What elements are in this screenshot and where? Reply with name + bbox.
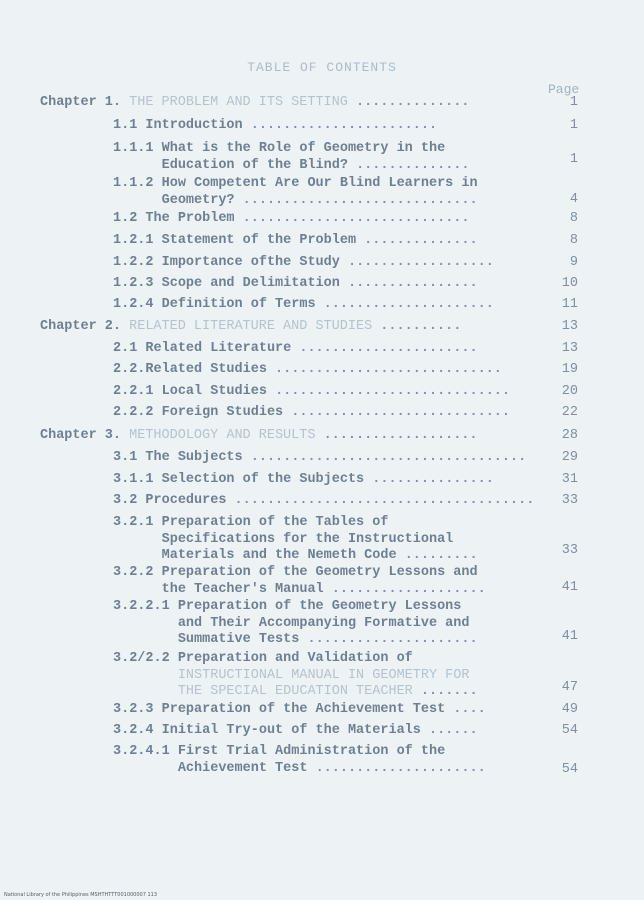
entry-title: THE PROBLEM AND ITS SETTING (129, 95, 348, 110)
entry-leader: ............................ (242, 211, 470, 226)
entry-title: Introduction (145, 118, 243, 133)
toc-entry (113, 141, 470, 174)
entry-number: Chapter 3. (40, 428, 122, 443)
entry-title: First Trial Administration of the (177, 744, 446, 759)
entry-title-cont: INSTRUCTIONAL MANUAL IN GEOMETRY FOR (177, 667, 470, 683)
entry-page: 10 (561, 276, 578, 291)
entry-title: Procedures (145, 493, 227, 508)
entry-title: METHODOLOGY AND RESULTS (129, 428, 316, 443)
entry-page: 11 (561, 297, 578, 312)
entry-leader: .............. (355, 95, 470, 110)
entry-title: Related Studies (145, 362, 267, 377)
entry-title: RELATED LITERATURE AND STUDIES (129, 319, 373, 334)
entry-title: Selection of the Subjects (161, 472, 365, 487)
entry-page: 8 (569, 211, 578, 226)
entry-leader: .............. (364, 233, 478, 248)
entry-page: 22 (561, 405, 578, 420)
entry-number: 3.2.2.1 (113, 599, 170, 614)
entry-number: 3.1.1 (113, 472, 154, 487)
toc-entry (113, 515, 478, 565)
toc-entry (113, 450, 526, 467)
entry-page: 13 (561, 341, 578, 356)
toc-entry (113, 211, 470, 228)
entry-title: Preparation and Validation of (177, 651, 413, 666)
entry-page: 54 (561, 762, 578, 777)
toc-entry (113, 599, 478, 649)
scan-footer: National Library of the Philippines MSHTHTTT001000007 113 (4, 892, 158, 898)
toc-entry (113, 493, 534, 510)
entry-page: 9 (569, 255, 578, 270)
entry-number: 3.2.4.1 (113, 744, 170, 759)
entry-leader: ............................. (275, 384, 511, 399)
entry-number: 3.2.4 (113, 723, 154, 738)
entry-page: 1 (569, 152, 578, 167)
toc-entry (113, 565, 486, 598)
entry-number: 3.2/2.2 (113, 651, 170, 666)
entry-page: 20 (561, 384, 578, 399)
entry-title-cont: the Teacher's Manual (161, 581, 324, 597)
toc-entry (40, 319, 461, 336)
entry-page: 19 (561, 362, 578, 377)
entry-title: Preparation of the Achievement Test (161, 702, 446, 717)
entry-title-cont: Achievement Test (177, 760, 308, 776)
entry-page: 31 (561, 472, 578, 487)
entry-title: The Problem (145, 211, 235, 226)
toc-entry (113, 276, 478, 293)
entry-title: How Competent Are Our Blind Learners in (161, 176, 478, 191)
entry-page: 4 (569, 192, 578, 207)
entry-leader: ...................... (299, 341, 478, 356)
entry-title: Scope and Delimitation (161, 276, 340, 291)
entry-number: 1.2.2 (113, 255, 154, 270)
entry-title: Statement of the Problem (161, 233, 357, 248)
entry-number: 2.1 (113, 341, 138, 356)
entry-leader: .............. (356, 157, 470, 173)
entry-title: Initial Try-out of the Materials (161, 723, 421, 738)
entry-title-cont: Specifications for the Instructional (161, 531, 454, 547)
entry-page: 1 (569, 95, 578, 110)
entry-leader: .......... (380, 319, 462, 334)
entry-title-cont: Materials and the Nemeth Code (161, 548, 397, 563)
entry-page: 41 (561, 629, 578, 644)
toc-entry (113, 723, 478, 740)
entry-page: 47 (561, 680, 578, 695)
entry-title-cont: and Their Accompanying Formative and (177, 615, 470, 631)
entry-number: 1.2.4 (113, 297, 154, 312)
toc-entry (113, 744, 486, 777)
entry-leader: ..................... (323, 297, 494, 312)
entry-leader: ................... (331, 581, 486, 597)
entry-page: 28 (561, 428, 578, 443)
entry-number: 2.2.1 (113, 384, 154, 399)
toc-entry (113, 297, 494, 314)
entry-title: The Subjects (145, 450, 243, 465)
toc-entry (113, 651, 478, 701)
toc-entry (113, 472, 494, 489)
entry-number: 1.2 (113, 211, 138, 226)
toc-entry (113, 362, 502, 379)
toc-entry (113, 233, 478, 250)
entry-leader: ..................................... (234, 493, 535, 508)
toc-entry (113, 702, 486, 719)
entry-page: 49 (561, 702, 578, 717)
entry-number: 3.2.1 (113, 515, 154, 530)
entry-title: Importance ofthe Study (161, 255, 340, 270)
entry-title: Definition of Terms (161, 297, 316, 312)
toc-entry (40, 95, 469, 112)
entry-title: Preparation of the Geometry Lessons (177, 599, 462, 614)
entry-page: 13 (561, 319, 578, 334)
entry-leader: .................. (347, 255, 494, 270)
entry-leader: .................................. (250, 450, 527, 465)
toc-entry (113, 384, 510, 401)
toc-entry (113, 405, 510, 422)
entry-leader: ............................ (275, 362, 502, 377)
entry-number: 3.2.2 (113, 565, 154, 580)
entry-leader: ....... (420, 684, 478, 699)
entry-title: Local Studies (161, 384, 267, 399)
toc-entry (113, 341, 478, 358)
entry-title: Foreign Studies (161, 405, 284, 420)
entry-number: 3.2 (113, 493, 138, 508)
entry-page: 54 (561, 723, 578, 738)
entry-leader: ..................... (315, 760, 486, 776)
entry-number: 1.2.1 (113, 233, 154, 248)
entry-number: 1.1 (113, 118, 138, 133)
entry-leader: ..................... (307, 632, 478, 647)
entry-number: 1.2.3 (113, 276, 154, 291)
entry-leader: ...... (428, 723, 478, 738)
toc-entry (40, 428, 478, 445)
toc-entry (113, 176, 478, 209)
entry-number: Chapter 2. (40, 319, 122, 334)
page-title: TABLE OF CONTENTS (247, 60, 397, 75)
toc-entry (113, 118, 437, 135)
entry-page: 33 (561, 543, 578, 558)
entry-title: Preparation of the Geometry Lessons and (161, 565, 478, 580)
entry-number: 1.1.1 (113, 141, 154, 156)
entry-page: 1 (569, 118, 578, 133)
entry-title-cont: Education of the Blind? (161, 157, 348, 173)
entry-title: Related Literature (145, 341, 292, 356)
entry-title: Preparation of the Tables of (161, 515, 389, 530)
entry-title-cont: Geometry? (161, 192, 235, 208)
entry-number: 1.1.2 (113, 176, 154, 191)
entry-leader: ............................. (242, 192, 478, 208)
entry-leader: ........................... (291, 405, 511, 420)
entry-title-cont: Summative Tests (177, 632, 300, 647)
entry-title-cont: THE SPECIAL EDUCATION TEACHER (177, 684, 413, 699)
entry-leader: ................ (347, 276, 478, 291)
entry-title: What is the Role of Geometry in the (161, 141, 446, 156)
entry-number: 2.2.2 (113, 405, 154, 420)
entry-number: 2.2. (113, 362, 146, 377)
entry-number: Chapter 1. (40, 95, 122, 110)
toc-entry (113, 255, 494, 272)
page-column-label: Page (548, 82, 580, 97)
entry-leader: ......... (404, 548, 478, 563)
entry-page: 41 (561, 580, 578, 595)
entry-leader: ....................... (250, 118, 438, 133)
entry-page: 33 (561, 493, 578, 508)
entry-leader: ............... (372, 472, 494, 487)
entry-number: 3.2.3 (113, 702, 154, 717)
entry-number: 3.1 (113, 450, 138, 465)
entry-leader: ................... (323, 428, 478, 443)
entry-page: 8 (569, 233, 578, 248)
entry-page: 29 (561, 450, 578, 465)
entry-leader: .... (453, 702, 486, 717)
